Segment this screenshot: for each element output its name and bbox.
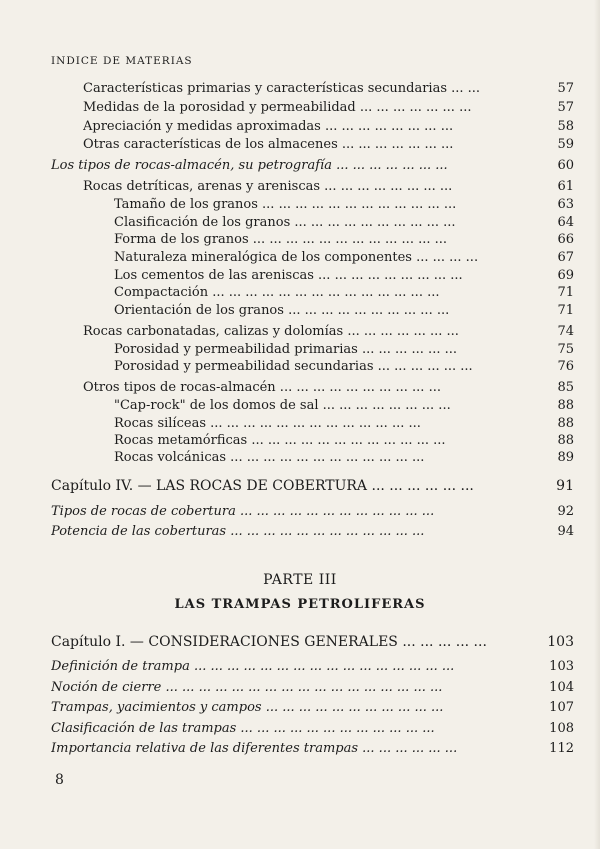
toc-entry-page: 74 — [557, 324, 574, 339]
toc-section — [0, 657, 600, 677]
toc-entry-label: Características primarias y características secundarias ... ... — [83, 81, 481, 96]
toc-entry-page: 88 — [557, 398, 574, 413]
toc-entry-label: Tipos de rocas de cobertura ... ... ... ... ... ... ... ... ... ... ... ... — [51, 504, 435, 519]
toc-entry-page: 88 — [557, 433, 574, 448]
toc-section — [0, 522, 600, 542]
toc-chapter-label: Capítulo IV. — LAS ROCAS DE COBERTURA ... ... ... ... ... ... — [51, 478, 474, 494]
toc-entry-page: 112 — [549, 741, 574, 756]
toc-entry-page: 89 — [557, 450, 574, 465]
toc-entry-page: 66 — [557, 232, 574, 247]
toc-entry-label: Rocas volcánicas ... ... ... ... ... ... ... ... ... ... ... ... — [114, 450, 425, 465]
toc-entry-page: 85 — [557, 380, 574, 395]
toc-entry-label: Los cementos de las areniscas ... ... ... ... ... ... ... ... ... — [114, 268, 463, 283]
toc-section — [0, 719, 600, 739]
toc-entry-label: Otras características de los almacenes ... ... ... ... ... ... ... — [83, 137, 454, 152]
toc-entry-label: Trampas, yacimientos y campos ... ... ... ... ... ... ... ... ... ... ... — [51, 700, 444, 715]
toc-entry — [0, 396, 600, 416]
toc-entry — [0, 98, 600, 118]
toc-chapter — [0, 476, 600, 496]
toc-section — [0, 698, 600, 718]
toc-entry-page: 57 — [557, 81, 574, 96]
toc-entry-page: 91 — [556, 478, 574, 494]
toc-entry-label: "Cap-rock" de los domos de sal ... ... ... ... ... ... ... ... — [114, 398, 451, 413]
toc-entry — [0, 448, 600, 468]
toc-section — [0, 678, 600, 698]
toc-entry — [0, 177, 600, 197]
toc-entry-label: Importancia relativa de las diferentes trampas ... ... ... ... ... ... — [51, 741, 458, 756]
toc-entry-label: Definición de trampa ... ... ... ... ... ... ... ... ... ... ... ... ... ... ... ... — [51, 659, 455, 674]
toc-entry — [0, 135, 600, 155]
part-title: PARTE III — [263, 572, 337, 588]
toc-entry-label: Medidas de la porosidad y permeabilidad ... ... ... ... ... ... ... — [83, 100, 472, 115]
toc-entry-label: Potencia de las coberturas ... ... ... ... ... ... ... ... ... ... ... ... — [51, 524, 425, 539]
toc-section — [0, 739, 600, 759]
toc-entry-label: Clasificación de los granos ... ... ... ... ... ... ... ... ... ... — [114, 215, 456, 230]
toc-entry-page: 104 — [549, 680, 574, 695]
toc-section — [0, 156, 600, 176]
toc-entry-page: 58 — [557, 119, 574, 134]
toc-entry-page: 57 — [557, 100, 574, 115]
toc-entry-page: 59 — [557, 137, 574, 152]
toc-chapter-label: Capítulo I. — CONSIDERACIONES GENERALES ... ... ... ... ... — [51, 634, 487, 650]
part-subtitle: LAS TRAMPAS PETROLIFERAS — [174, 597, 426, 612]
toc-entry-page: 60 — [557, 158, 574, 173]
toc-entry-page: 71 — [557, 303, 574, 318]
toc-entry-label: Forma de los granos ... ... ... ... ... ... ... ... ... ... ... ... — [114, 232, 448, 247]
toc-entry-label: Otros tipos de rocas-almacén ... ... ... ... ... ... ... ... ... ... — [83, 380, 441, 395]
page-edge-shadow — [594, 0, 600, 849]
toc-entry-page: 108 — [549, 721, 574, 736]
toc-entry-page: 61 — [557, 179, 574, 194]
toc-entry-page: 64 — [557, 215, 574, 230]
toc-entry-page: 69 — [557, 268, 574, 283]
toc-entry-label: Rocas silíceas ... ... ... ... ... ... ... ... ... ... ... ... ... — [114, 416, 421, 431]
toc-entry — [0, 195, 600, 215]
toc-entry-label: Compactación ... ... ... ... ... ... ... ... ... ... ... ... ... ... — [114, 285, 440, 300]
toc-chapter — [0, 632, 600, 652]
toc-entry-page: 94 — [557, 524, 574, 539]
toc-entry — [0, 301, 600, 321]
toc-entry — [0, 322, 600, 342]
toc-entry-page: 71 — [557, 285, 574, 300]
toc-entry-label: Naturaleza mineralógica de los componentes ... ... ... ... — [114, 250, 479, 265]
toc-entry-label: Porosidad y permeabilidad primarias ... ... ... ... ... ... — [114, 342, 457, 357]
toc-entry-label: Orientación de los granos ... ... ... ... ... ... ... ... ... ... — [114, 303, 450, 318]
toc-entry-page: 107 — [549, 700, 574, 715]
toc-entry-label: Rocas detríticas, arenas y areniscas ... ... ... ... ... ... ... ... — [83, 179, 453, 194]
toc-entry-page: 76 — [557, 359, 574, 374]
toc-entry — [0, 283, 600, 303]
toc-entry-label: Rocas metamórficas ... ... ... ... ... ... ... ... ... ... ... ... — [114, 433, 446, 448]
toc-entry — [0, 230, 600, 250]
toc-entry-label: Apreciación y medidas aproximadas ... ... ... ... ... ... ... ... — [83, 119, 454, 134]
toc-entry-page: 75 — [557, 342, 574, 357]
toc-entry-page: 67 — [557, 250, 574, 265]
toc-entry-label: Clasificación de las trampas ... ... ... ... ... ... ... ... ... ... ... ... — [51, 721, 435, 736]
toc-entry-page: 63 — [557, 197, 574, 212]
toc-entry-label: Los tipos de rocas-almacén, su petrografía ... ... ... ... ... ... ... — [51, 158, 448, 173]
toc-entry — [0, 117, 600, 137]
toc-entry-page: 103 — [549, 659, 574, 674]
toc-entry-page: 103 — [547, 634, 574, 650]
toc-entry-page: 88 — [557, 416, 574, 431]
toc-entry — [0, 79, 600, 99]
toc-entry — [0, 248, 600, 268]
toc-section — [0, 502, 600, 522]
toc-entry-label: Rocas carbonatadas, calizas y dolomías ... ... ... ... ... ... ... — [83, 324, 459, 339]
toc-entry-label: Noción de cierre ... ... ... ... ... ... ... ... ... ... ... ... ... ... ... ... ... — [51, 680, 443, 695]
toc-entry-label: Tamaño de los granos ... ... ... ... ... ... ... ... ... ... ... ... — [114, 197, 457, 212]
page-number: 8 — [55, 772, 64, 788]
page-header: INDICE DE MATERIAS — [51, 55, 193, 67]
toc-entry-label: Porosidad y permeabilidad secundarias ... ... ... ... ... ... — [114, 359, 473, 374]
toc-entry — [0, 357, 600, 377]
toc-entry-page: 92 — [557, 504, 574, 519]
toc-entry — [0, 378, 600, 398]
